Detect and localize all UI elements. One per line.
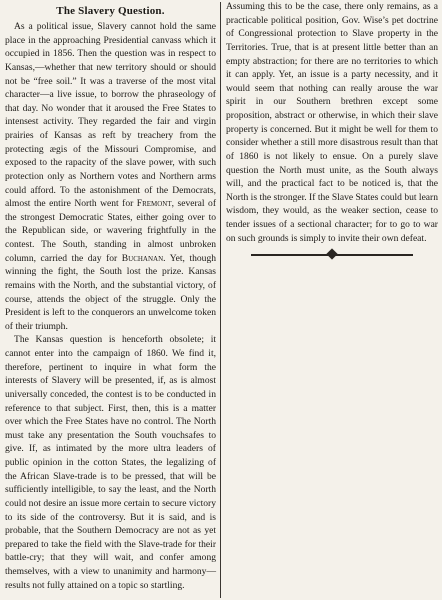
article-title: The Slavery Question. (56, 5, 165, 17)
end-of-article-rule (226, 248, 438, 262)
name-buchanan: Buchanan (121, 252, 164, 264)
article-paragraph-1 (5, 20, 216, 333)
paragraph-1-part-b: , several of the strongest Democratic States, either going over to the Republican side, or wavering frightfully in the contest. The South, standing in almost unbroken column, carried the day for (5, 198, 216, 264)
paragraph-1-part-a: As a political issue, Slavery cannot hold the same place in the approaching Presidential canvass which it occupied in 1856. Then the question was in respect to Kansas,—whether that new territory should or should not be “free soil.” It was a traverse of the most vital character—a live issue, to borrow the phraseology of that day. No wonder that it aroused the Free States to intensest activity. They regarded the fair and virgin prairies of Kansas as reft by treachery from the protecting ægis of the Missouri Compromise, and exposed to the rapacity of the slave power, with such protection only as Northern votes and Northern arms could afford. To the astonishment of the Democrats, almost the entire North went for (5, 21, 216, 210)
article-paragraph-2: The Kansas question is henceforth obsolete; it cannot enter into the campaign of 1860. We find it, therefore, pertinent to inquire in what form the interests of Slavery will be presented, if, as is almost universally conceded, the contest is to be conducted in reference to that subject. First, then, this is a matter over which the Free States have no control. The North must take any presentation the South vouchsafes to give. If, as intimated by the more ultra leaders of public opinion in the cotton States, the legalizing of the African Slave-trade is to be pressed, that will be sufficiently intelligible, to say the least, and the North could not desire an issue more certain to secure victory to its side of the controversy. But it is said, and is probable, that the Southern Democracy are not as yet prepared to take the field with the Slave-trade for their battle-cry; that they will wait, and confer among themselves, with a view to unanimity and harmony—results not fully attained on a topic so startling. (5, 334, 216, 591)
article-paragraph-2-continued: Assuming this to be the case, there only remains, as a practicable political position, Gov. Wise’s pet doctrine of Congressional protection to Slave property in the Territories. True, that is at present little better than an empty abstraction; for there are no territories to which it can apply. Yet, an issue is a party necessity, and it would seem that nothing can really arouse the war spirit in our Southern brethren except some proposition, abstract or otherwise, in which their slave property is concerned. But it might be well for them to consider whether a still more disastrous result than that of 1860 is not likely to ensue. On a purely slave question the North must unite, as the South always will, and the practical fact to be noticed is, that the North is the stronger. If the Slave States could but learn wisdom, they would, as the weaker section, cease to tender issues of a sectional character; for to go to war on such grounds is simply to invite their own defeat. (226, 1, 438, 244)
right-column (226, 0, 438, 262)
rule-diamond-ornament (326, 249, 337, 260)
name-fremont: Fremont (136, 198, 172, 210)
column-divider (220, 2, 221, 598)
paragraph-1-part-c: . Yet, though winning the fight, the South lost the prize. Kansas remains with the North, and the substantial victory, of course, attends the object of the struggle. Only the President is left to the conquerors an unwelcome token of their triumph. (5, 252, 216, 332)
left-column (5, 4, 216, 592)
